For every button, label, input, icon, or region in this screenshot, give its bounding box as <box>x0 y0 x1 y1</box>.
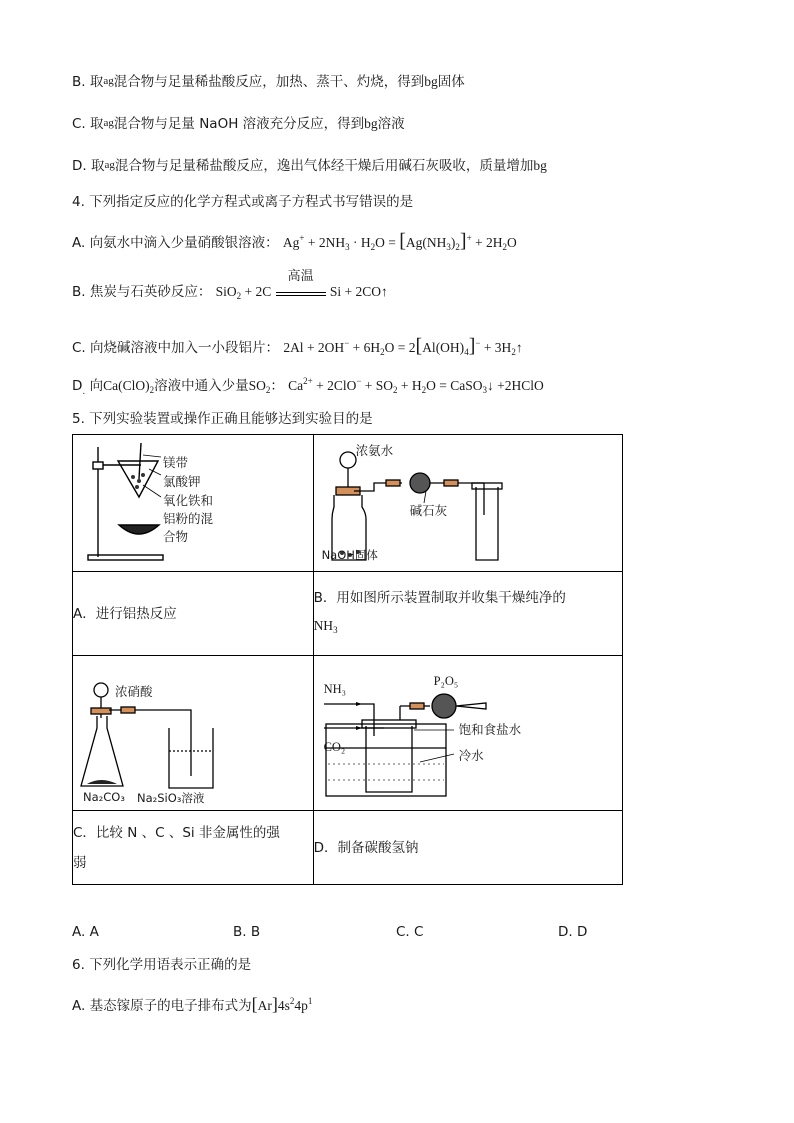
label-concentrated-ammonia: 浓氨水 <box>355 443 394 458</box>
q4-option-c: C. 向烧碱溶液中加入一小段铝片： $2Al + 2OH^- + 6H_2O = 2[Al(OH)_4]^-$ + $3H_2↑$ <box>72 335 523 357</box>
label-mixture-1: 氧化铁和 <box>163 493 214 508</box>
q6-stem: 6. 下列化学用语表示正确的是 <box>72 957 252 973</box>
q5-answer-a[interactable]: A. A <box>72 924 99 940</box>
label-sodium-carbonate: Na₂CO₃ <box>83 790 125 804</box>
q4-option-a: A. 向氨水中滴入少量硝酸银溶液： $Ag^+ + 2NH_3 \cdot H_2O = [Ag(NH_3)_2]^+ + 2H_2O$ <box>72 230 517 252</box>
cell-b-figure <box>313 435 622 572</box>
q5-answer-c[interactable]: C. C <box>396 924 424 940</box>
label-saturated-brine: 饱和食盐水 <box>458 722 522 737</box>
nonmetal-comparison-figure <box>73 656 313 811</box>
q4-option-d: $D_.$ 向$Ca(ClO)_2$溶液中通入少量$SO_2$： $Ca^{2+} + 2ClO^- + SO_2 + H_2O$ = CaSO$_3$↓ +2HClO <box>72 376 544 397</box>
q5-apparatus-table <box>72 434 623 885</box>
q3-option-b: B. 取ag混合物与足量稀盐酸反应，加热、蒸干、灼烧，得到bg固体 <box>72 74 465 90</box>
label-p2o5: P₂O₅ <box>433 674 459 688</box>
cell-c-figure <box>73 656 314 811</box>
cell-a-caption: A．进行铝热反应 <box>73 572 314 656</box>
label-concentrated-nitric-acid: 浓硝酸 <box>115 684 153 699</box>
label-nh3: NH₃ <box>323 682 346 696</box>
cell-c-caption: C．比较 N 、C 、Si 非金属性的强 弱 <box>73 811 314 885</box>
q6-option-a: A. 基态镓原子的电子排布式为$[Ar]4s^24p^1$ <box>72 994 313 1014</box>
cell-a-figure <box>73 435 314 572</box>
label-mixture-2: 铝粉的混 <box>163 511 214 526</box>
condition-high-temp: 高温 <box>287 269 314 284</box>
label-sodium-silicate-solution: Na₂SiO₃溶液 <box>137 791 205 805</box>
q4-option-b: B. 焦炭与石英砂反应： SiO$_2$ + 2C 高温 Si + 2CO↑ <box>72 269 388 301</box>
cell-d-caption: D．制备碳酸氢钠 <box>313 811 622 885</box>
cell-b-caption: B．用如图所示装置制取并收集干燥纯净的 $NH_3$ <box>313 572 622 656</box>
label-magnesium-ribbon: 镁带 <box>163 455 189 470</box>
q3-option-c: C. 取ag混合物与足量 NaOH 溶液充分反应，得到bg溶液 <box>72 116 405 132</box>
label-mixture-3: 合物 <box>163 529 189 544</box>
label-soda-lime: 碱石灰 <box>409 503 448 518</box>
label-potassium-chlorate: 氯酸钾 <box>163 474 201 489</box>
label-naoh-solid: NaOH固体 <box>321 548 378 562</box>
q4-stem: 4. 下列指定反应的化学方程式或离子方程式书写错误的是 <box>72 194 414 210</box>
cell-d-figure <box>313 656 622 811</box>
equation-a: $Ag^+ + 2NH_3 \cdot H_2O = [Ag(NH_3)_2]^+ + 2H_2O$ <box>282 230 517 252</box>
q5-stem: 5. 下列实验装置或操作正确且能够达到实验目的是 <box>72 411 373 427</box>
q5-answer-b[interactable]: B. B <box>233 924 261 940</box>
label-cold-water: 冷水 <box>458 748 484 763</box>
q5-answer-d[interactable]: D. D <box>558 924 588 940</box>
q3-option-d: D. 取ag混合物与足量稀盐酸反应，逸出气体经干燥后用碱石灰吸收，质量增加bg <box>72 158 547 174</box>
label-co2: CO₂ <box>323 740 346 754</box>
